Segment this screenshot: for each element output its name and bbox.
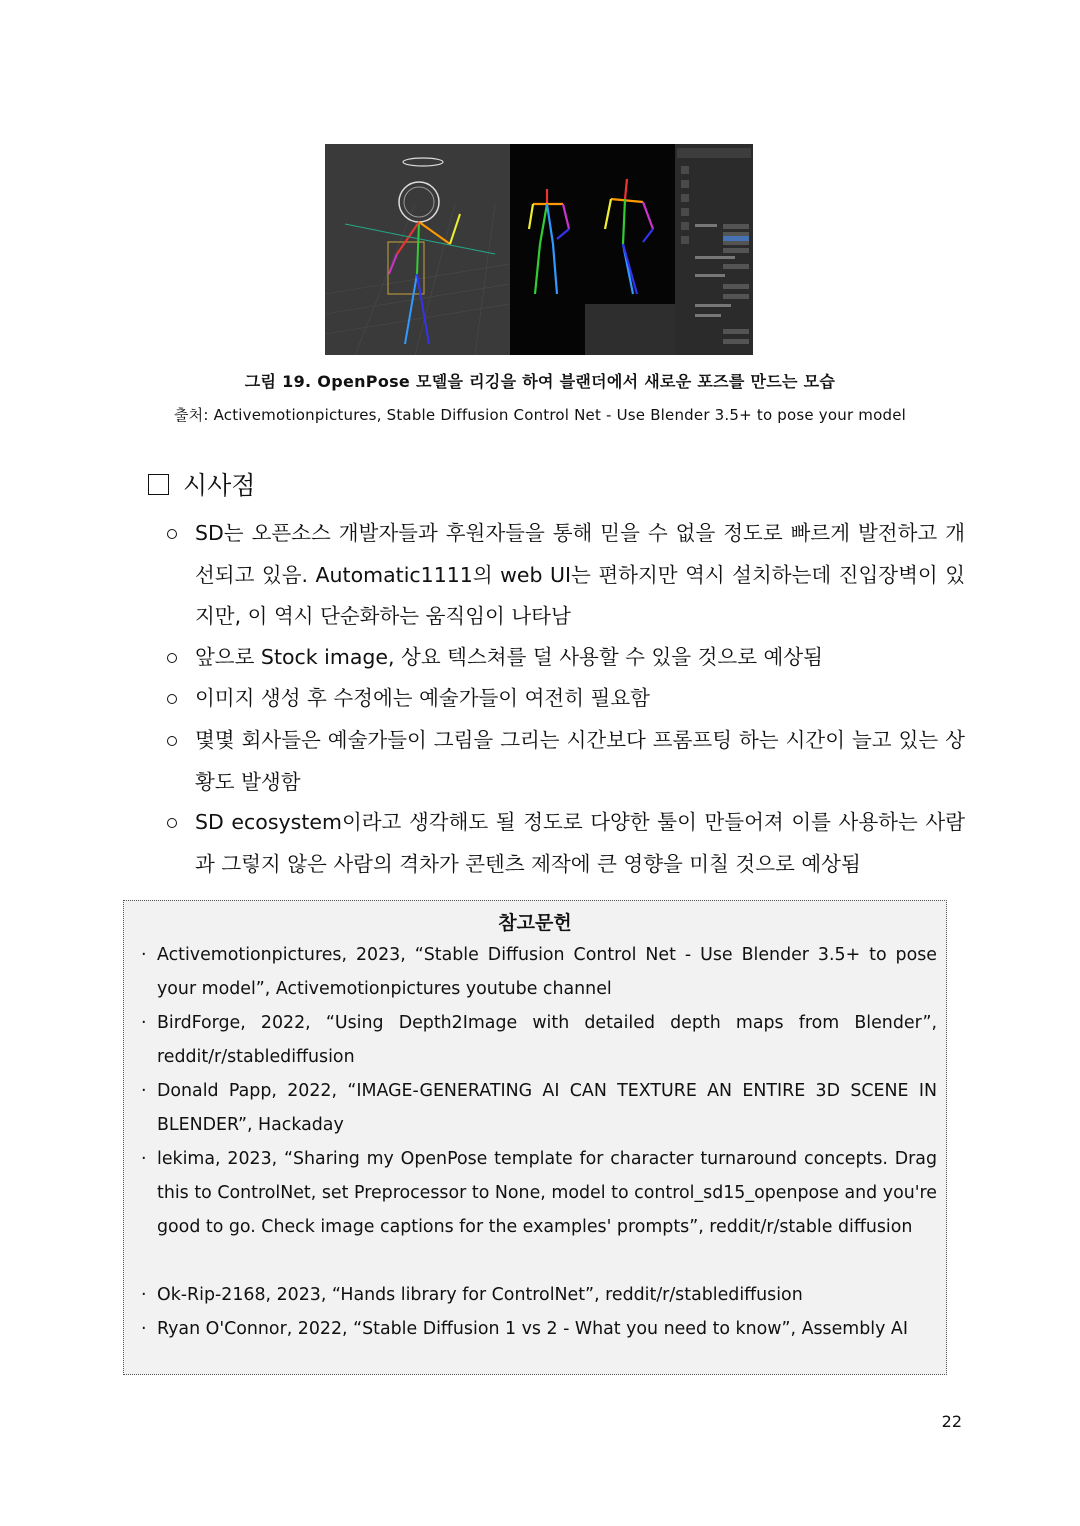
reference-item	[137, 1006, 937, 1074]
figure-blender-openpose	[325, 144, 753, 355]
figure-caption: 그림 19. OpenPose 모델을 리깅을 하여 블랜더에서 새로운 포즈를 만드는 모습	[244, 372, 836, 391]
reference-text: Ok-Rip-2168, 2023, “Hands library for ControlNet”, reddit/r/stablediffusion	[157, 1285, 803, 1305]
bullet-item	[160, 678, 965, 720]
middle-dot-bullet: ·	[141, 1013, 147, 1033]
bullet-item	[160, 720, 965, 803]
bullet-item	[160, 513, 965, 638]
reference-text: Donald Papp, 2022, “IMAGE-GENERATING AI CAN TEXTURE AN ENTIRE 3D SCENE IN BLENDER”, Hackaday	[157, 1081, 937, 1135]
reference-item	[137, 1074, 937, 1142]
checkbox-square-icon	[148, 474, 169, 495]
middle-dot-bullet: ·	[141, 945, 147, 965]
reference-item	[137, 1142, 937, 1244]
bullet-text: SD ecosystem이라고 생각해도 될 정도로 다양한 툴이 만들어져 이를 사용하는 사람과 그렇지 않은 사람의 격차가 콘텐츠 제작에 큰 영향을 미칠 것으로 예상됨	[195, 810, 965, 876]
middle-dot-bullet: ·	[141, 1285, 147, 1305]
middle-dot-bullet: ·	[141, 1319, 147, 1339]
bullet-item	[160, 637, 965, 679]
circle-bullet-icon	[167, 653, 177, 663]
bullet-text: 이미지 생성 후 수정에는 예술가들이 여전히 필요함	[195, 686, 650, 710]
bullet-text: SD는 오픈소스 개발자들과 후원자들을 통해 믿을 수 없을 정도로 빠르게 발전하고 개선되고 있음. Automatic1111의 web UI는 편하지만 역시 설치하는데 진입장벽이 있지만, 이 역시 단순화하는 움직임이 나타남	[195, 521, 965, 628]
bullet-text: 몇몇 회사들은 예술가들이 그림을 그리는 시간보다 프롬프팅 하는 시간이 늘고 있는 상황도 발생함	[195, 728, 965, 794]
middle-dot-bullet: ·	[141, 1149, 147, 1169]
reference-item	[137, 938, 937, 1006]
reference-item	[137, 1312, 937, 1346]
references-title: 참고문헌	[498, 912, 572, 934]
reference-text: Ryan O'Connor, 2022, “Stable Diffusion 1 vs 2 - What you need to know”, Assembly AI	[157, 1319, 908, 1339]
references-box	[123, 900, 947, 1375]
page-number: 22	[941, 1412, 962, 1431]
bullet-item	[160, 802, 965, 885]
circle-bullet-icon	[167, 529, 177, 539]
circle-bullet-icon	[167, 736, 177, 746]
reference-text: lekima, 2023, “Sharing my OpenPose template for character turnaround concepts. Drag this to ControlNet, set Preprocessor to None, model to control_sd15_openpose and you're good to go. Check image captions for the examples' prompts”, reddit/r/stable diffusion	[157, 1149, 937, 1237]
bullet-text: 앞으로 Stock image, 상요 텍스쳐를 덜 사용할 수 있을 것으로 예상됨	[195, 645, 823, 669]
circle-bullet-icon	[167, 818, 177, 828]
reference-text: BirdForge, 2022, “Using Depth2Image with detailed depth maps from Blender”, reddit/r/stablediffusion	[157, 1013, 937, 1067]
section-heading-text: 시사점	[183, 471, 256, 500]
circle-bullet-icon	[167, 694, 177, 704]
reference-text: Activemotionpictures, 2023, “Stable Diffusion Control Net - Use Blender 3.5+ to pose your model”, Activemotionpictures youtube channel	[157, 945, 937, 999]
reference-item	[137, 1278, 937, 1312]
middle-dot-bullet: ·	[141, 1081, 147, 1101]
figure-source: 출처: Activemotionpictures, Stable Diffusion Control Net - Use Blender 3.5+ to pose your model	[173, 406, 907, 424]
section-heading	[148, 466, 255, 502]
figure-image	[325, 144, 753, 355]
